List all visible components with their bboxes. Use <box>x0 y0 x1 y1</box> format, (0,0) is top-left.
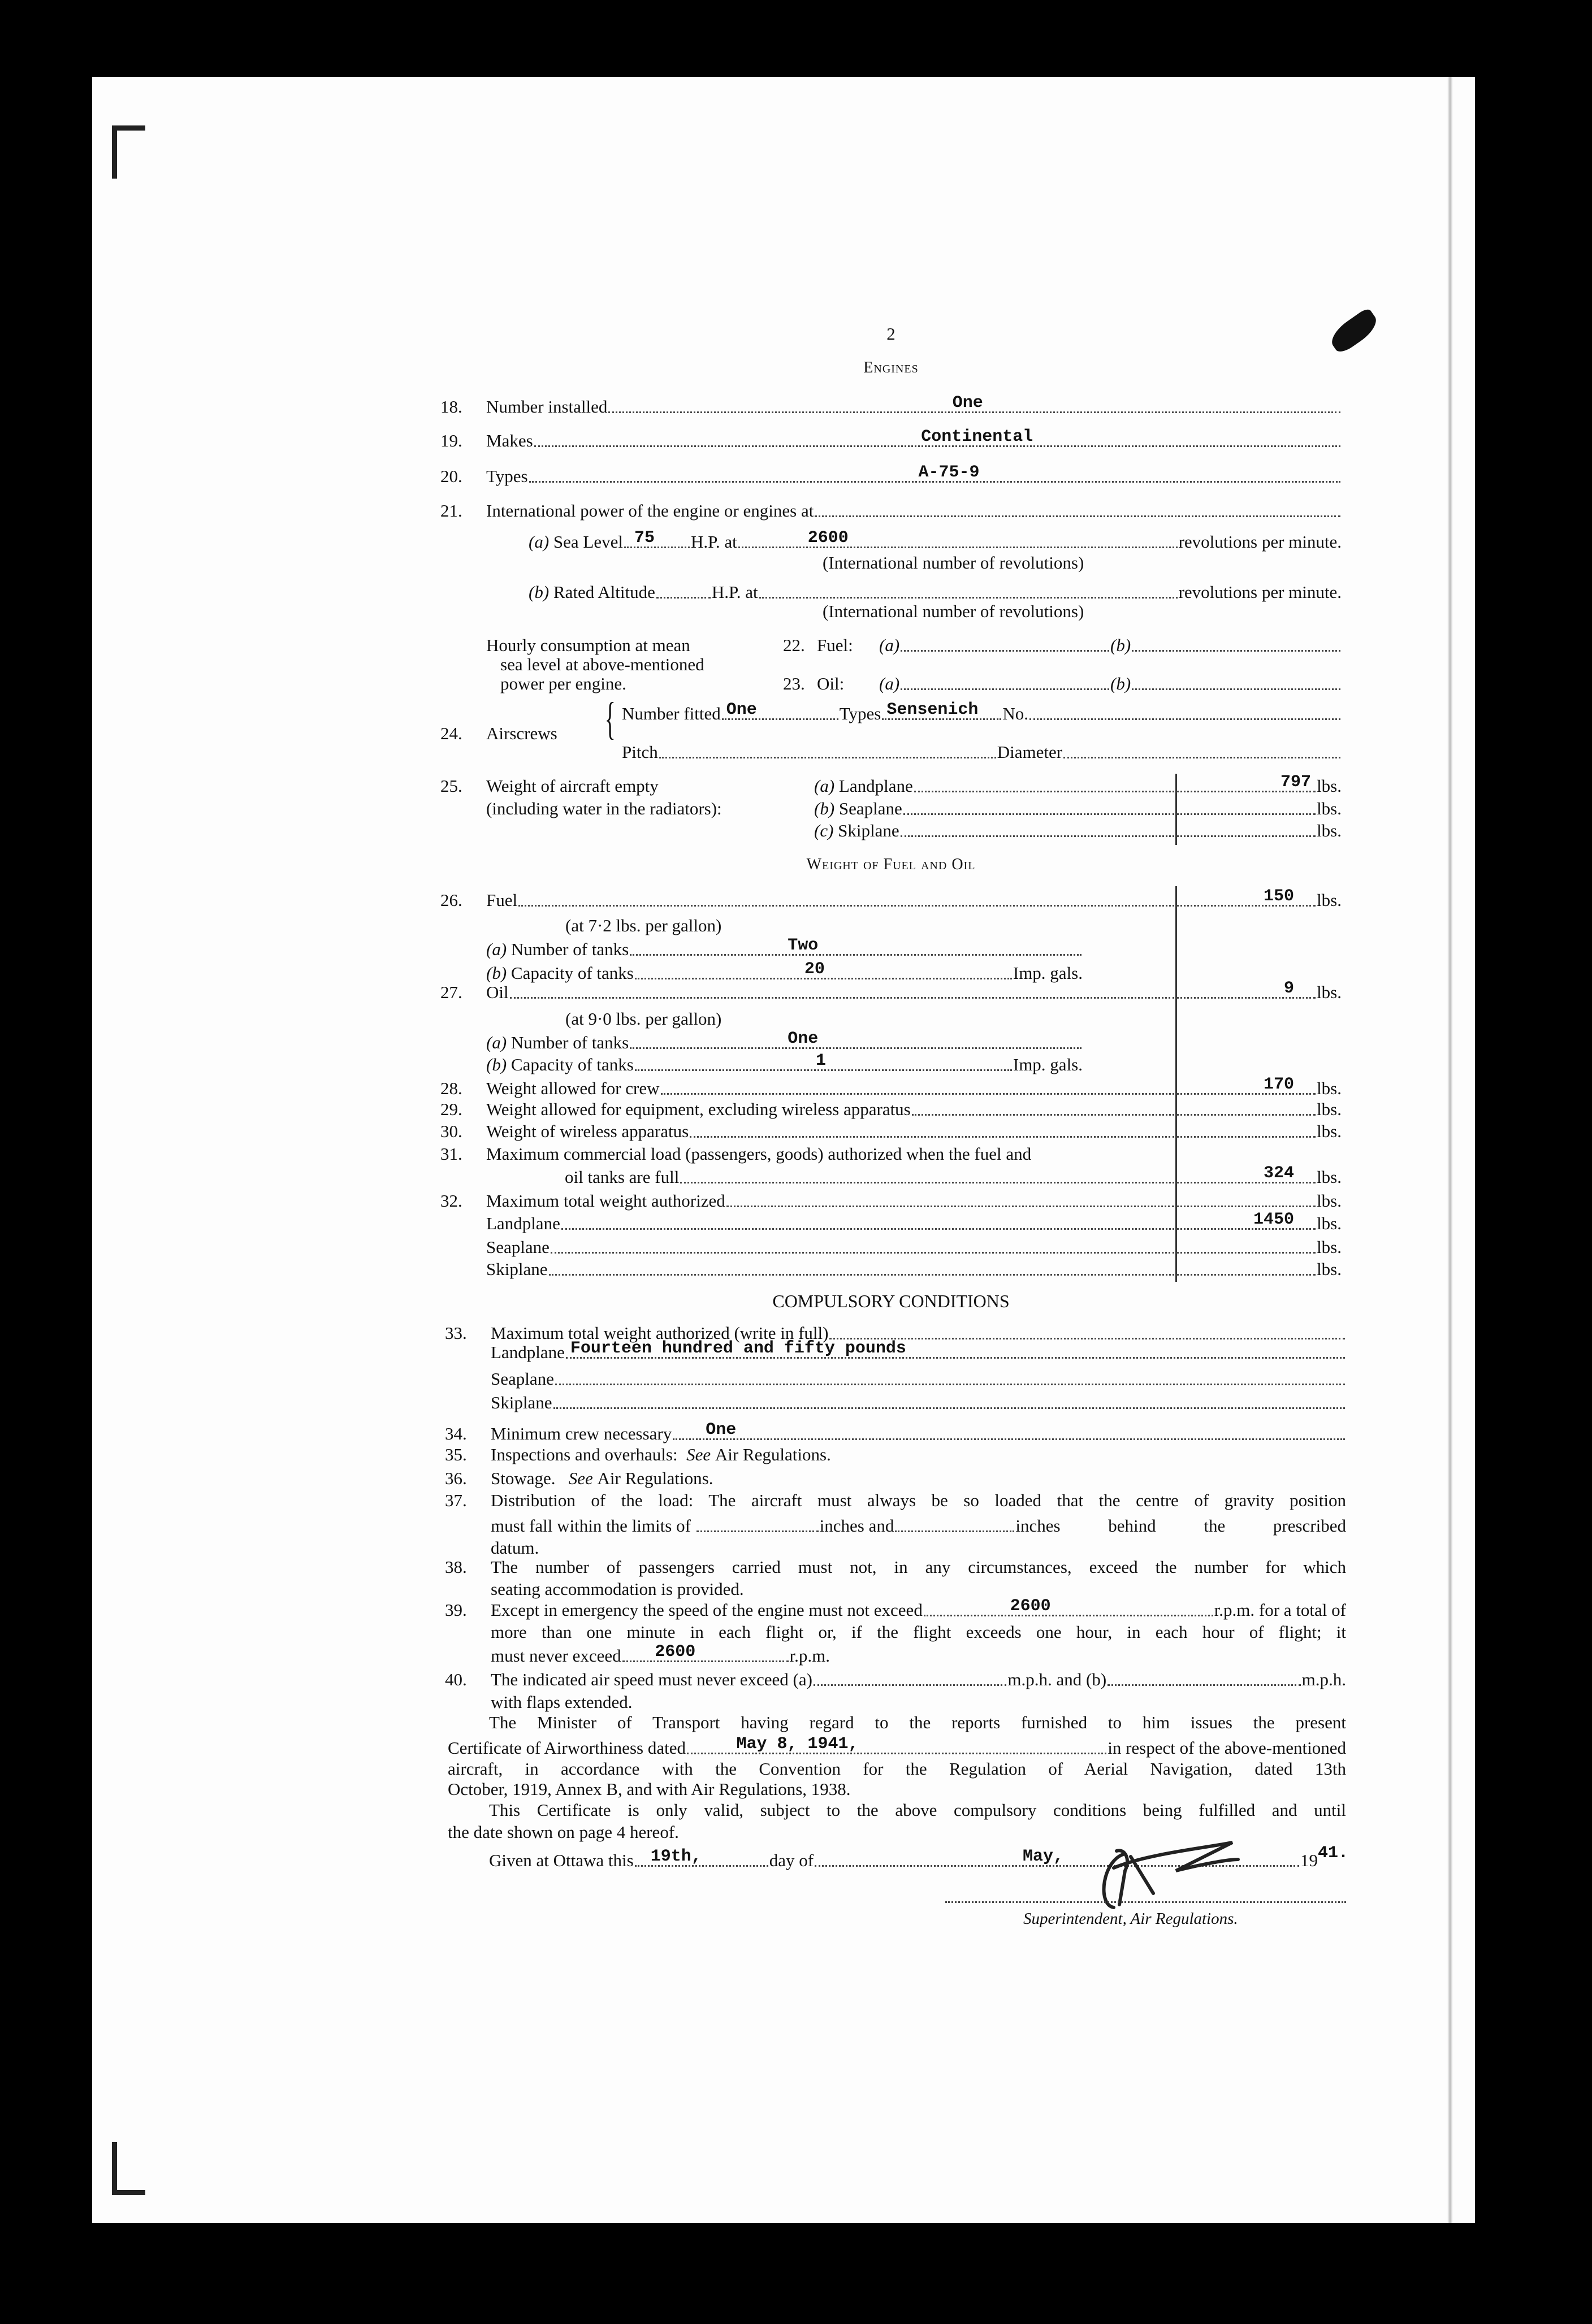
leader <box>812 1668 1007 1691</box>
unit: Imp. gals. <box>1013 963 1083 983</box>
paragraph-line: the date shown on page 4 hereof. <box>448 1822 679 1842</box>
typed-value: Sensenich <box>886 700 979 719</box>
label: Makes <box>486 431 533 450</box>
leader <box>1175 981 1317 1004</box>
leader <box>721 700 840 725</box>
item-25b <box>814 797 1342 820</box>
prefix: (b) <box>486 1055 507 1074</box>
paragraph-line: The number of passengers carried must not, in any circumstances, exceed the number for which <box>491 1557 1346 1577</box>
leader <box>894 1515 1015 1537</box>
label: day of <box>769 1850 814 1870</box>
label: Number installed <box>486 397 608 417</box>
signer-title: Superintendent, Air Regulations. <box>1023 1910 1238 1928</box>
unit: lbs. <box>1317 890 1342 910</box>
item-number: 37. <box>445 1490 467 1510</box>
typed-value: May, <box>1023 1847 1064 1866</box>
item-39-line3 <box>491 1642 830 1667</box>
paper-edge <box>1447 77 1453 2223</box>
paragraph-line: seating accommodation is provided. <box>491 1579 744 1599</box>
leader <box>565 1341 1346 1364</box>
label: Given at Ottawa this <box>489 1850 634 1870</box>
label: Capacity of tanks <box>511 963 634 983</box>
label: Skiplane <box>838 821 899 840</box>
leader <box>660 1077 1175 1100</box>
paragraph-line: with flaps extended. <box>491 1692 633 1712</box>
item-33-seaplane <box>445 1368 1346 1390</box>
item-33-skiplane <box>445 1391 1346 1414</box>
item-39 <box>445 1599 1346 1621</box>
leader <box>1175 1258 1317 1281</box>
label: Number of tanks <box>511 939 629 959</box>
prefix: (a) <box>529 532 550 552</box>
leader <box>737 528 1179 553</box>
section-title-engines: Engines <box>863 359 919 376</box>
label: Fuel: <box>817 635 853 655</box>
label: Seaplane <box>491 1369 554 1389</box>
brace: { <box>604 694 616 744</box>
note: (International number of revolutions) <box>823 601 1084 621</box>
leader <box>548 1258 1176 1281</box>
item-20 <box>440 465 1342 488</box>
item-40 <box>445 1668 1346 1691</box>
leader <box>672 1420 1346 1445</box>
rate-note: (at 9·0 lbs. per gallon) <box>565 1009 722 1029</box>
item-27a <box>486 1031 1083 1054</box>
label: Fuel <box>486 890 518 910</box>
label: (including water in the radiators): <box>486 799 722 818</box>
item-number: 39. <box>445 1600 467 1620</box>
label: 19 <box>1300 1850 1318 1870</box>
leader <box>554 1368 1346 1390</box>
label: H.P. at <box>690 532 737 552</box>
item-number: 38. <box>445 1557 467 1577</box>
leader <box>1175 1190 1317 1212</box>
unit: lbs. <box>1317 1099 1342 1119</box>
leader <box>560 1212 1175 1235</box>
item-number: 31. <box>440 1144 462 1164</box>
item-27 <box>440 981 1342 1004</box>
label: Air Regulations. <box>715 1445 831 1464</box>
leader <box>686 1737 1108 1759</box>
label: Inspections and overhauls: <box>491 1445 678 1464</box>
label: revolutions per minute. <box>1178 532 1342 552</box>
leader <box>621 1642 790 1667</box>
item-24-pitch <box>622 741 1342 764</box>
typed-value: 75 <box>634 528 655 548</box>
label: Oil <box>486 982 509 1002</box>
unit: Imp. gals. <box>1013 1055 1083 1074</box>
label: m.p.h. and (b) <box>1007 1670 1107 1689</box>
leader <box>1131 634 1342 657</box>
label: Diameter <box>997 742 1063 762</box>
item-29 <box>440 1098 1342 1121</box>
item-32-seaplane <box>440 1236 1342 1259</box>
label: Types <box>839 704 881 723</box>
prefix: (c) <box>814 821 834 840</box>
label: See <box>686 1445 711 1464</box>
leader <box>1175 1212 1317 1235</box>
prefix: (b) <box>814 799 835 818</box>
label: inches and <box>819 1516 894 1536</box>
leader <box>899 820 1175 842</box>
leader <box>552 1391 1347 1414</box>
label: sea level at above-mentioned <box>500 654 704 674</box>
item-21a <box>529 528 1342 553</box>
unit: lbs. <box>1317 1078 1342 1098</box>
leader <box>629 938 1083 961</box>
item-number: 40. <box>445 1670 467 1689</box>
typed-value: One <box>726 700 757 719</box>
typed-value: 150 <box>1264 887 1295 906</box>
item-22 <box>783 634 1342 657</box>
typed-value: 2600 <box>807 528 849 548</box>
unit: lbs. <box>1317 982 1342 1002</box>
item-number: 35. <box>445 1445 467 1464</box>
leader <box>1175 1166 1317 1189</box>
label: Weight of aircraft empty <box>486 776 659 796</box>
leader <box>623 528 691 553</box>
paragraph-line: aircraft, in accordance with the Convention for the Regulation of Aerial Navigation, dated 13th <box>448 1759 1346 1779</box>
item-25c <box>814 820 1342 842</box>
prefix: (a) <box>879 674 900 693</box>
item-34 <box>445 1420 1346 1445</box>
label: Stowage. <box>491 1468 556 1488</box>
leader <box>1175 1098 1317 1121</box>
label: Seaplane <box>838 799 902 818</box>
typed-value: 9 <box>1284 979 1295 998</box>
unit: lbs. <box>1317 821 1342 840</box>
typed-value: 1 <box>815 1051 826 1070</box>
item-number: 21. <box>440 501 462 521</box>
item-33-landplane <box>445 1341 1346 1364</box>
section-title-fuel-oil: Weight of Fuel and Oil <box>806 856 976 873</box>
item-19 <box>440 427 1342 452</box>
section-title-compulsory: COMPULSORY CONDITIONS <box>772 1291 1010 1311</box>
certificate-date-line <box>448 1737 1346 1759</box>
leader <box>689 1120 1175 1143</box>
typed-value: Continental <box>921 427 1033 446</box>
leader <box>679 1166 1175 1189</box>
label: must fall within the limits of <box>491 1516 691 1536</box>
item-18 <box>440 393 1342 418</box>
item-number: 33. <box>445 1323 467 1343</box>
label: Weight of wireless apparatus <box>486 1121 689 1141</box>
unit: lbs. <box>1317 1167 1342 1187</box>
typed-value: One <box>706 1420 737 1440</box>
label: power per engine. <box>500 674 626 693</box>
label: Landplane <box>838 776 913 796</box>
item-number: 34. <box>445 1424 467 1443</box>
item-number: 18. <box>440 397 462 417</box>
label: Skiplane <box>486 1259 548 1279</box>
label: Sea Level <box>553 532 623 552</box>
item-35 <box>445 1443 1346 1466</box>
label: H.P. at <box>711 582 758 602</box>
item-26a <box>486 938 1083 961</box>
paragraph-line: more than one minute in each flight or, if the flight exceeds one hour, in each hour of flight; it <box>491 1622 1346 1642</box>
prefix: (b) <box>1110 674 1131 693</box>
unit: lbs. <box>1317 1121 1342 1141</box>
item-32-landplane <box>440 1212 1342 1235</box>
leader <box>533 427 1342 452</box>
label: Except in emergency the speed of the engine must not exceed <box>491 1600 923 1620</box>
unit: lbs. <box>1317 1237 1342 1257</box>
label: inches behind the prescribed <box>1015 1516 1346 1536</box>
typed-value: Two <box>788 936 819 955</box>
item-number: 19. <box>440 431 462 450</box>
label: Pitch <box>622 742 658 762</box>
typed-value: 324 <box>1264 1164 1295 1183</box>
label: Oil: <box>817 674 845 693</box>
item-number: 29. <box>440 1099 462 1119</box>
leader <box>881 700 1002 725</box>
label: Airscrews <box>486 723 557 743</box>
item-number: 30. <box>440 1121 462 1141</box>
label: No. <box>1002 704 1029 723</box>
typed-value: 797 <box>1280 773 1312 792</box>
leader <box>634 1849 769 1872</box>
note: (International number of revolutions) <box>823 553 1084 573</box>
leader <box>1106 1668 1301 1691</box>
prefix: (a) <box>814 776 835 796</box>
leader <box>1175 1077 1317 1100</box>
leader <box>923 1599 1214 1621</box>
crop-mark-bottom-left <box>112 2142 145 2195</box>
prefix: (a) <box>486 939 507 959</box>
leader <box>607 393 1342 418</box>
paragraph-line: This Certificate is only valid, subject to the above compulsory conditions being fulfilled and until <box>489 1800 1346 1820</box>
label: in respect of the above-mentioned <box>1108 1738 1346 1758</box>
label: Minimum crew necessary <box>491 1424 672 1443</box>
paragraph-line: October, 1919, Annex B, and with Air Regulations, 1938. <box>448 1779 851 1799</box>
label: Hourly consumption at mean <box>486 635 690 655</box>
label: Landplane <box>486 1213 560 1233</box>
typed-value: One <box>952 393 983 413</box>
label: Number of tanks <box>511 1033 629 1052</box>
leader <box>911 1098 1175 1121</box>
leader <box>1175 1120 1317 1143</box>
item-21 <box>440 500 1342 522</box>
unit: lbs. <box>1317 799 1342 818</box>
label: Landplane <box>491 1342 565 1362</box>
typed-value: 1450 <box>1253 1210 1295 1229</box>
typed-value: One <box>788 1029 819 1048</box>
item-number: 36. <box>445 1468 467 1488</box>
leader <box>814 500 1342 522</box>
leader <box>1175 1236 1317 1259</box>
leader <box>1175 889 1317 912</box>
rate-note: (at 7·2 lbs. per gallon) <box>565 916 722 935</box>
crop-mark-top-left <box>112 125 145 179</box>
label: Number fitted <box>622 704 721 723</box>
leader <box>1131 673 1342 695</box>
item-31-cont <box>440 1166 1342 1189</box>
unit: lbs. <box>1317 1191 1342 1211</box>
item-27b <box>486 1053 1083 1076</box>
item-number: 24. <box>440 723 462 743</box>
leader <box>629 1031 1083 1054</box>
leader <box>1062 741 1342 764</box>
item-23 <box>783 673 1342 695</box>
unit: lbs. <box>1317 776 1342 796</box>
label: Types <box>486 466 528 486</box>
unit: lbs. <box>1317 1213 1342 1233</box>
item-number: 32. <box>440 1191 462 1211</box>
item-number: 20. <box>440 466 462 486</box>
item-number: 26. <box>440 890 462 910</box>
leader <box>1175 797 1317 820</box>
item-32 <box>440 1190 1342 1212</box>
signature-line <box>945 1901 1346 1903</box>
item-32-skiplane <box>440 1258 1342 1281</box>
label: Skiplane <box>491 1393 552 1412</box>
paragraph-line: Distribution of the load: The aircraft must always be so loaded that the centre of gravity position <box>491 1490 1346 1510</box>
typed-value: 2600 <box>655 1642 696 1662</box>
leader <box>899 634 1110 657</box>
leader <box>1175 820 1317 842</box>
typed-value: May 8, 1941, <box>736 1735 859 1754</box>
prefix: (a) <box>486 1033 507 1052</box>
item-26 <box>440 889 1342 912</box>
label: See <box>568 1468 593 1488</box>
item-number: 22. <box>783 635 805 655</box>
page-number: 2 <box>886 324 896 344</box>
item-number: 25. <box>440 776 462 796</box>
item-37-line2 <box>491 1515 1346 1537</box>
label: The indicated air speed must never exceed (a) <box>491 1670 812 1689</box>
leader <box>695 1515 820 1537</box>
item-25a <box>814 775 1342 797</box>
prefix: (a) <box>879 635 900 655</box>
item-36 <box>445 1467 1346 1490</box>
typed-value: 41. <box>1318 1844 1349 1863</box>
leader <box>517 889 1175 912</box>
label: m.p.h. <box>1301 1670 1347 1689</box>
label: Rated Altitude <box>553 582 655 602</box>
label: r.p.m. <box>789 1646 830 1666</box>
paragraph-line: The Minister of Transport having regard to the reports furnished to him issues the present <box>489 1712 1346 1732</box>
typed-value: 20 <box>804 960 825 979</box>
label: Maximum total weight authorized (write in full) <box>491 1323 829 1343</box>
leader <box>725 1190 1175 1212</box>
prefix: (b) <box>1110 635 1131 655</box>
label: must never exceed <box>491 1646 621 1666</box>
label: Capacity of tanks <box>511 1055 634 1074</box>
label: Certificate of Airworthiness dated <box>448 1738 686 1758</box>
leader <box>1175 775 1317 797</box>
leader <box>528 465 1342 488</box>
leader <box>902 797 1175 820</box>
leader <box>1028 703 1342 725</box>
typed-value: A-75-9 <box>918 463 980 482</box>
leader <box>509 981 1175 1004</box>
label: Weight allowed for equipment, excluding wireless apparatus <box>486 1099 911 1119</box>
item-number: 23. <box>783 674 805 693</box>
paragraph-line: datum. <box>491 1538 539 1558</box>
label: r.p.m. for a total of <box>1214 1600 1346 1620</box>
leader <box>913 775 1175 797</box>
label: oil tanks are full <box>565 1167 680 1187</box>
leader <box>655 581 712 604</box>
typed-value: 2600 <box>1010 1597 1051 1616</box>
leader <box>658 741 997 764</box>
item-31 <box>440 1143 1342 1165</box>
unit: lbs. <box>1317 1259 1342 1279</box>
typed-value: Fourteen hundred and fifty pounds <box>570 1339 906 1358</box>
label: Maximum commercial load (passengers, goods) authorized when the fuel and <box>486 1144 1032 1164</box>
prefix: (b) <box>529 582 550 602</box>
label: Weight allowed for crew <box>486 1078 660 1098</box>
leader <box>899 673 1110 695</box>
label: Seaplane <box>486 1237 550 1257</box>
item-28 <box>440 1077 1342 1100</box>
typed-value: 19th, <box>650 1847 702 1866</box>
label: International power of the engine or engines at <box>486 501 814 521</box>
label: Maximum total weight authorized <box>486 1191 725 1211</box>
item-number: 28. <box>440 1078 462 1098</box>
label: revolutions per minute. <box>1178 582 1342 602</box>
item-24-number-fitted <box>622 700 1342 725</box>
item-number: 27. <box>440 982 462 1002</box>
typed-value: 170 <box>1264 1075 1295 1094</box>
signature <box>1091 1837 1249 1916</box>
item-30 <box>440 1120 1342 1143</box>
label: Air Regulations. <box>597 1468 713 1488</box>
prefix: (b) <box>486 963 507 983</box>
leader <box>550 1236 1175 1259</box>
leader <box>634 1053 1013 1076</box>
